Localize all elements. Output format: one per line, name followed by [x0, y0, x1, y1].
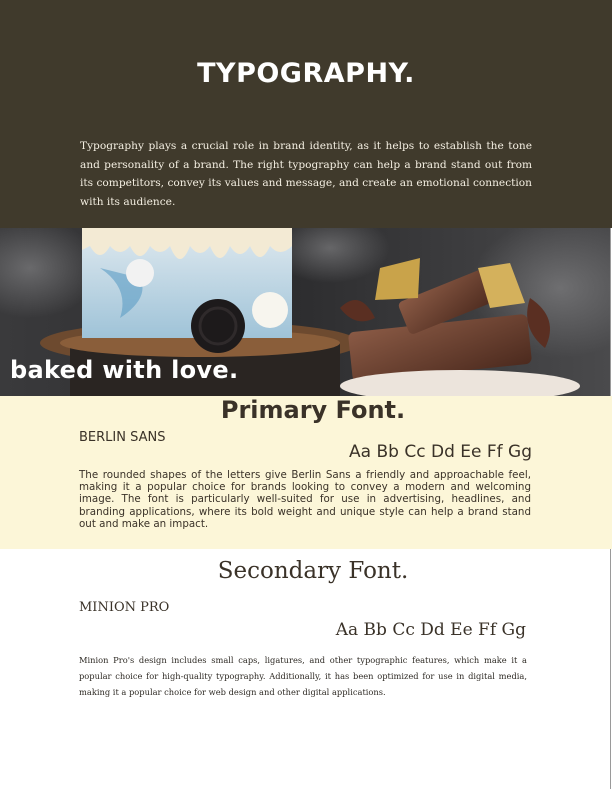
primary-font-section: [0, 396, 612, 549]
intro-paragraph: Typography plays a crucial role in brand identity, as it helps to establish the tone and personality of a brand. The right typography can help a brand stand out from its competitors, convey its values and message, and create an emotional connection with its audience.: [80, 140, 532, 208]
secondary-font-description: Minion Pro's design includes small caps, ligatures, and other typographic features, which make it a popular choice for high-quality typography. Additionally, it has been optimized for use in digital media, making it a popular choice for web design and other digital applications.: [79, 655, 527, 697]
secondary-font-name: MINION PRO: [79, 600, 170, 615]
secondary-font-heading: Secondary Font.: [217, 558, 409, 584]
hero-tagline: baked with love.: [10, 356, 239, 384]
page-title: TYPOGRAPHY.: [197, 58, 415, 89]
primary-font-heading: Primary Font.: [220, 396, 406, 424]
header-section: [0, 0, 612, 228]
primary-font-sample: Aa Bb Cc Dd Ee Ff Gg: [349, 442, 532, 462]
primary-font-description: The rounded shapes of the letters give Berlin Sans a friendly and approachable feel, making it a popular choice for brands looking to convey a modern and welcoming image. The font is particularly well-suited for use in advertising, headlines, and branding applications, where its bold weight and unique style can help a brand stand out and make an impact.: [79, 469, 531, 530]
hero-image: [0, 228, 610, 396]
secondary-font-sample: Aa Bb Cc Dd Ee Ff Gg: [335, 620, 526, 640]
primary-font-name: BERLIN SANS: [79, 430, 166, 445]
